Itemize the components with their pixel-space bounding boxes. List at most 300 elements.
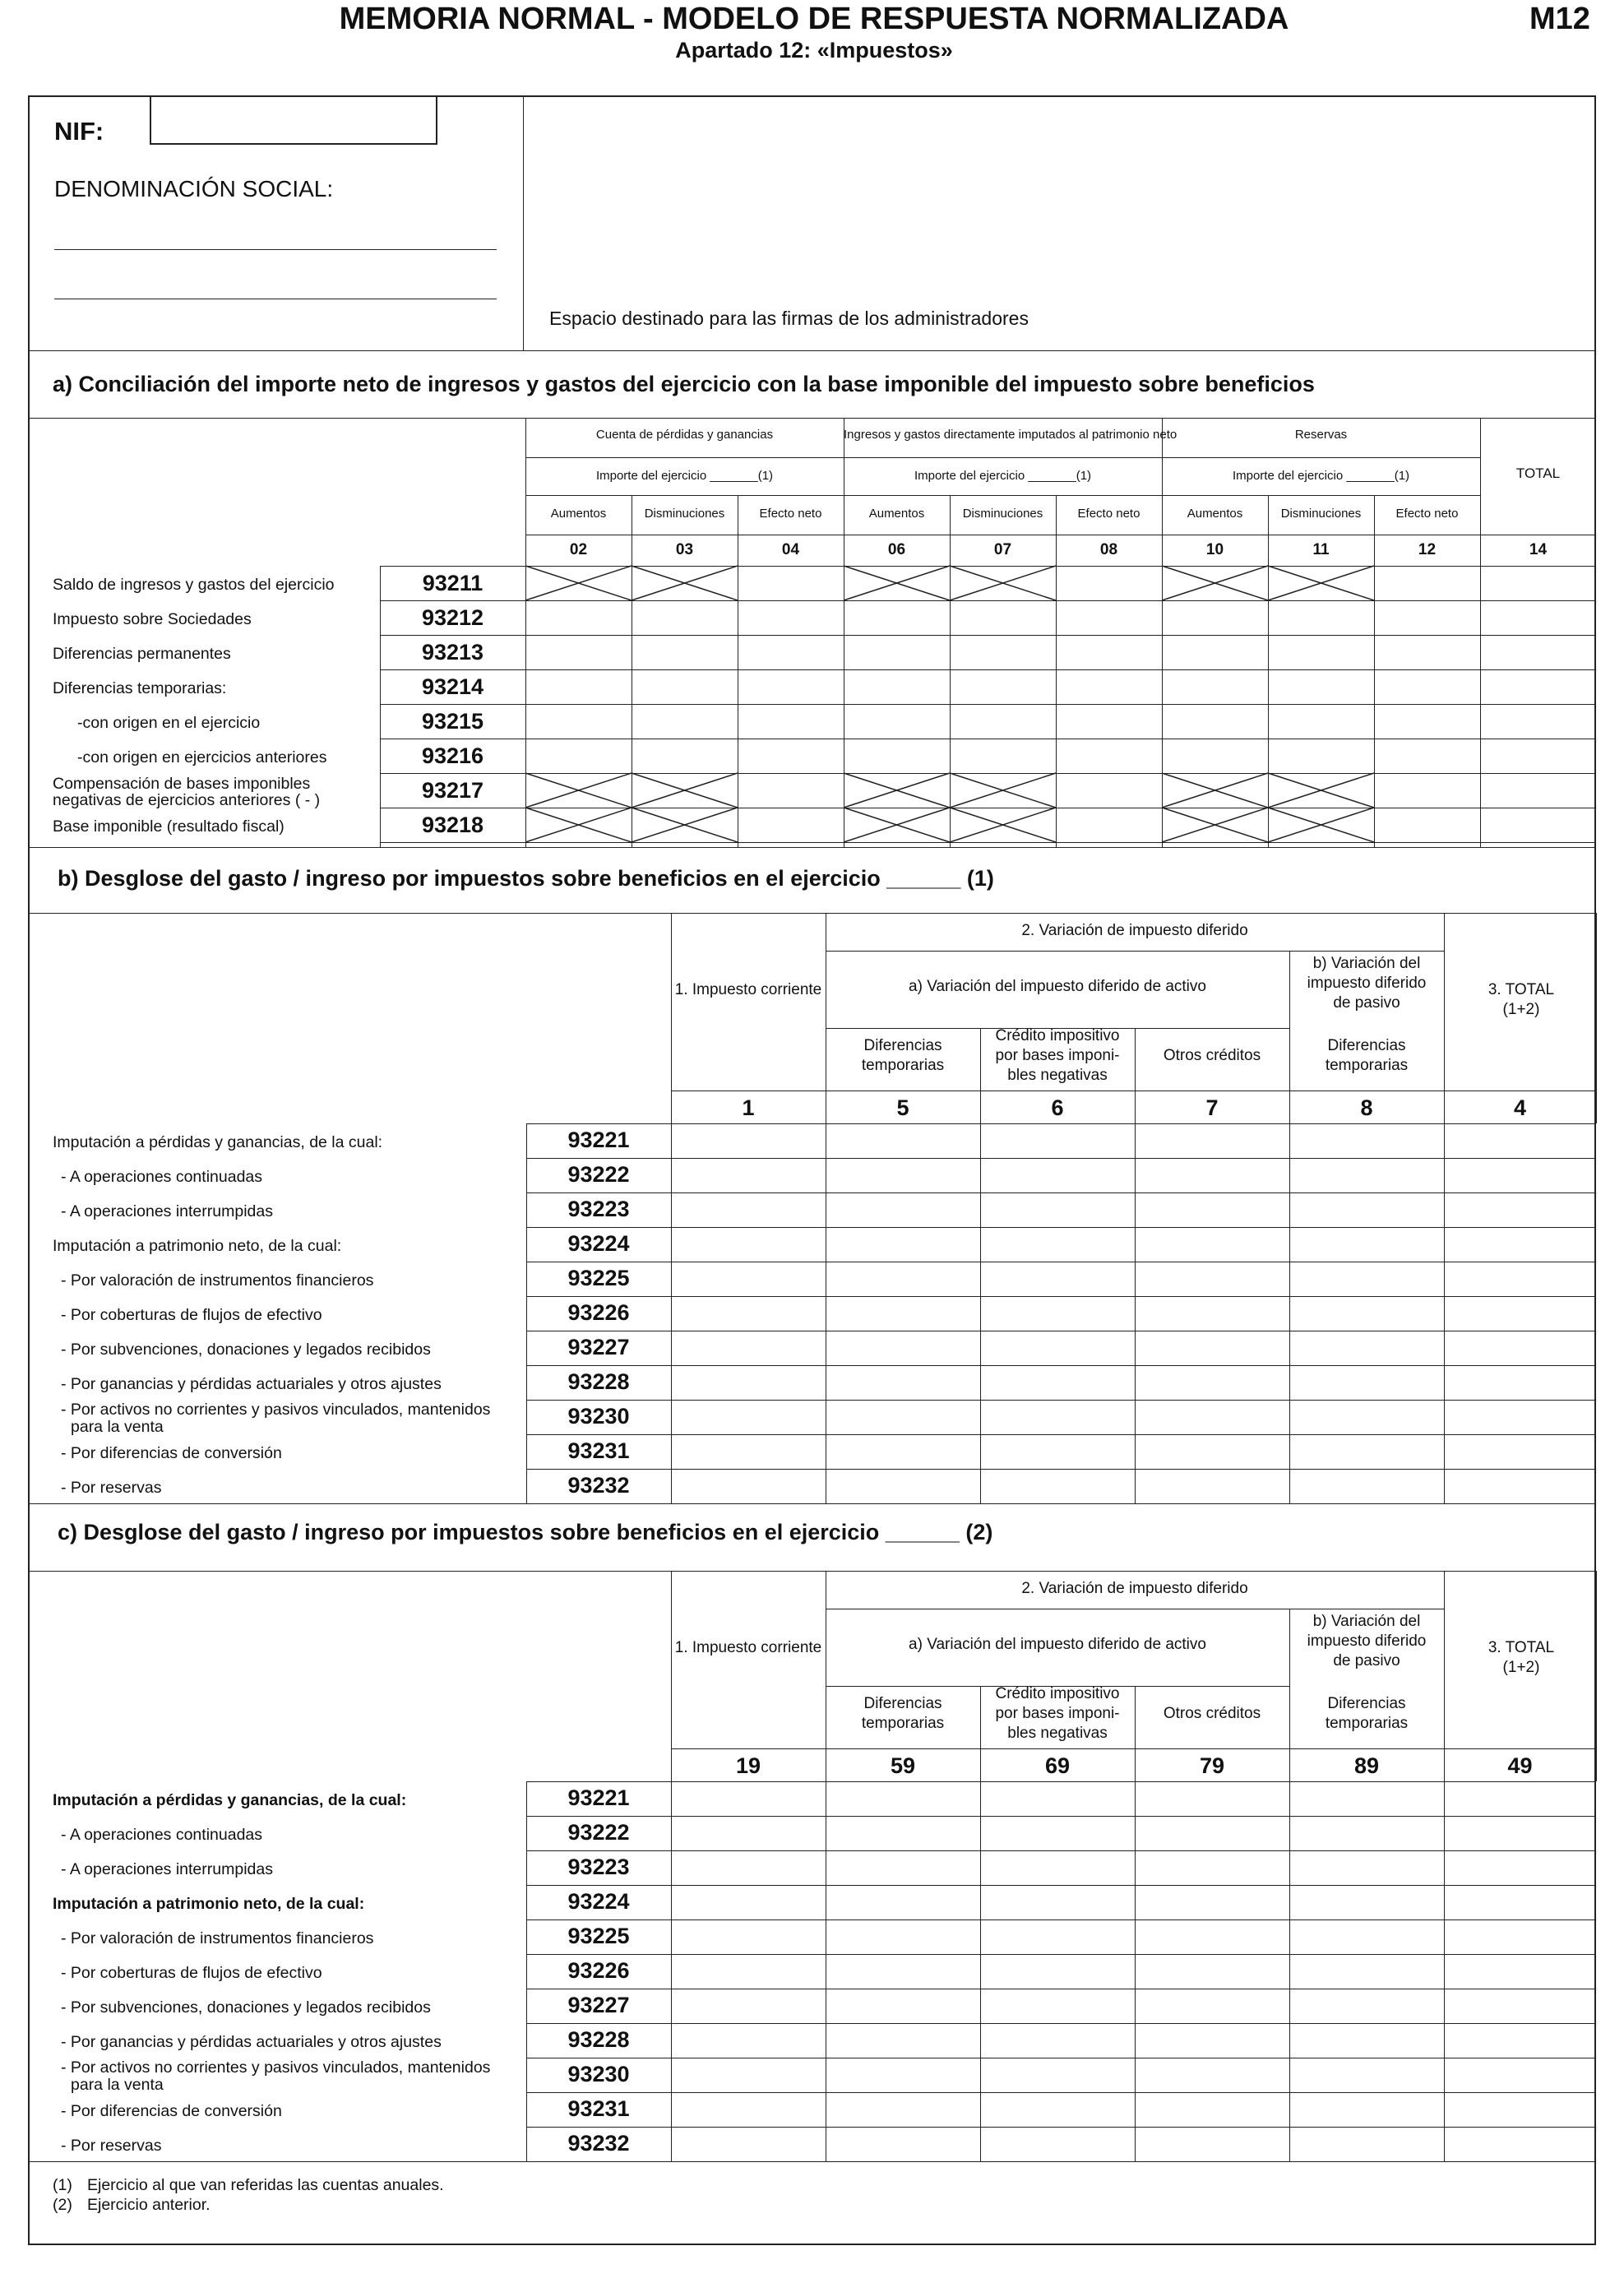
group-sublabel: Importe del ejercicio _______(1) [595, 469, 774, 483]
input-cell[interactable] [827, 2059, 979, 2091]
input-cell[interactable] [982, 1263, 1133, 1294]
section-c-title: c) Desglose del gasto / ingreso por impuestos sobre beneficios en el ejercicio ______ (2) [58, 1520, 993, 1544]
input-cell[interactable] [1136, 1990, 1288, 2021]
input-cell[interactable] [827, 1401, 979, 1433]
input-cell[interactable] [1376, 775, 1478, 806]
input-cell[interactable] [982, 1229, 1133, 1260]
temp-diff-header: Diferencias temporarias [861, 1037, 945, 1074]
input-cell[interactable] [827, 1436, 979, 1467]
input-cell[interactable] [673, 1367, 824, 1398]
input-cell[interactable] [845, 602, 948, 633]
temp-diff2-header: Diferencias temporarias [1325, 1695, 1409, 1732]
input-cell[interactable] [1446, 1229, 1594, 1260]
input-cell[interactable] [1291, 2128, 1442, 2160]
row-label: - Por valoración de instrumentos financieros [61, 1271, 374, 1290]
input-cell[interactable] [982, 1436, 1133, 1467]
row-code: 93231 [567, 2096, 630, 2121]
input-cell[interactable] [827, 1818, 979, 1849]
input-cell[interactable] [1057, 671, 1160, 702]
input-cell[interactable] [739, 671, 842, 702]
input-cell[interactable] [1376, 567, 1478, 599]
rule [380, 600, 1596, 601]
input-cell[interactable] [1291, 1160, 1442, 1191]
input-cell[interactable] [951, 671, 1054, 702]
input-cell[interactable] [1270, 706, 1372, 737]
input-cell[interactable] [1446, 1887, 1594, 1918]
rule [28, 2161, 1596, 2162]
input-cell[interactable] [673, 1852, 824, 1883]
input-cell[interactable] [1136, 1332, 1288, 1364]
input-cell[interactable] [527, 740, 630, 771]
input-cell[interactable] [1270, 740, 1372, 771]
input-cell[interactable] [982, 2128, 1133, 2160]
rule [526, 1850, 1596, 1851]
row-label: - Por activos no corrientes y pasivos vinculados, mantenidos [61, 1401, 491, 1419]
row-label: - A operaciones continuadas [61, 1168, 263, 1186]
input-cell[interactable] [1057, 602, 1160, 633]
input-cell[interactable] [845, 706, 948, 737]
column-number: 04 [781, 541, 800, 558]
footnote-1-text: Ejercicio al que van referidas las cuentas anuales. [87, 2176, 444, 2194]
input-cell[interactable] [982, 1332, 1133, 1364]
input-cell[interactable] [1291, 1921, 1442, 1952]
crossed-cell [632, 773, 738, 808]
input-cell[interactable] [1291, 1470, 1442, 1502]
input-cell[interactable] [527, 706, 630, 737]
subcol-label: Disminuciones [962, 507, 1043, 521]
input-cell[interactable] [982, 2025, 1133, 2056]
crossed-cell [1162, 566, 1268, 600]
input-cell[interactable] [1291, 1367, 1442, 1398]
row-label-cont: negativas de ejercicios anteriores ( - ) [53, 791, 321, 809]
input-cell[interactable] [527, 602, 630, 633]
input-cell[interactable] [673, 2025, 824, 2056]
input-cell[interactable] [1136, 1783, 1288, 1814]
input-cell[interactable] [1291, 2025, 1442, 2056]
row-code: 93232 [567, 2131, 630, 2156]
rule [380, 669, 1596, 670]
row-label: - A operaciones continuadas [61, 1826, 263, 1844]
row-code: 93224 [567, 1889, 630, 1914]
input-cell[interactable] [951, 706, 1054, 737]
input-cell[interactable] [845, 637, 948, 668]
input-cell[interactable] [1446, 1194, 1594, 1225]
input-cell[interactable] [982, 1298, 1133, 1329]
input-cell[interactable] [673, 1229, 824, 1260]
input-cell[interactable] [1446, 1990, 1594, 2021]
input-cell[interactable] [1376, 740, 1478, 771]
input-cell[interactable] [1446, 1298, 1594, 1329]
input-cell[interactable] [982, 1470, 1133, 1502]
input-cell[interactable] [1164, 602, 1266, 633]
temp-diff-header: Diferencias temporarias [861, 1695, 945, 1732]
subcol-label: Aumentos [1187, 507, 1243, 521]
input-cell[interactable] [1446, 1436, 1594, 1467]
crossed-cell [632, 566, 738, 600]
group-label: Reservas [1294, 428, 1348, 442]
input-cell[interactable] [827, 1852, 979, 1883]
crossed-cell [525, 773, 632, 808]
rule [526, 1400, 1596, 1401]
input-cell[interactable] [739, 706, 842, 737]
rule [526, 1123, 527, 1503]
rule [671, 1123, 672, 1503]
input-cell[interactable] [1136, 1194, 1288, 1225]
crossed-cell [950, 566, 1056, 600]
input-cell[interactable] [673, 1470, 824, 1502]
rule [380, 704, 1596, 705]
row-label: Imputación a pérdidas y ganancias, de la cual: [53, 1791, 407, 1809]
input-cell[interactable] [982, 1194, 1133, 1225]
input-cell[interactable] [1291, 1401, 1442, 1433]
input-cell[interactable] [1482, 706, 1594, 737]
column-number: 7 [1205, 1095, 1219, 1120]
column-number: 4 [1513, 1095, 1527, 1120]
row-code: 93215 [421, 709, 484, 734]
input-cell[interactable] [1057, 775, 1160, 806]
input-cell[interactable] [982, 1852, 1133, 1883]
rule [1596, 1571, 1597, 1781]
input-cell[interactable] [1446, 1332, 1594, 1364]
input-cell[interactable] [1291, 1783, 1442, 1814]
input-cell[interactable] [1446, 2128, 1594, 2160]
input-cell[interactable] [739, 602, 842, 633]
input-cell[interactable] [1482, 602, 1594, 633]
rule [980, 1123, 981, 1503]
row-code: 93230 [567, 1404, 630, 1429]
input-cell[interactable] [1291, 1194, 1442, 1225]
rule [28, 847, 1596, 848]
input-cell[interactable] [827, 1194, 979, 1225]
input-cell[interactable] [845, 671, 948, 702]
input-cell[interactable] [1482, 567, 1594, 599]
input-cell[interactable] [1136, 2128, 1288, 2160]
input-cell[interactable] [1136, 1160, 1288, 1191]
input-cell[interactable] [673, 1332, 824, 1364]
input-cell[interactable] [1136, 1818, 1288, 1849]
input-cell[interactable] [1164, 671, 1266, 702]
column-number: 06 [887, 541, 906, 558]
row-label: Diferencias temporarias: [53, 679, 227, 697]
subcol-label: Efecto neto [1077, 507, 1141, 521]
input-cell[interactable] [633, 671, 736, 702]
total-header: 3. TOTAL (1+2) [1488, 1639, 1555, 1676]
column-number: 12 [1418, 541, 1437, 558]
input-cell[interactable] [1057, 740, 1160, 771]
row-code: 93227 [567, 1335, 630, 1359]
signature-space-label: Espacio destinado para las firmas de los administradores [549, 308, 1029, 329]
input-cell[interactable] [673, 1194, 824, 1225]
input-cell[interactable] [982, 1160, 1133, 1191]
input-cell[interactable] [827, 2025, 979, 2056]
rule [525, 457, 1481, 458]
input-cell[interactable] [1446, 2025, 1594, 2056]
input-cell[interactable] [982, 1887, 1133, 1918]
input-cell[interactable] [1482, 775, 1594, 806]
input-cell[interactable] [1376, 637, 1478, 668]
input-cell[interactable] [827, 1887, 979, 1918]
subcol-label: Disminuciones [644, 507, 725, 521]
input-cell[interactable] [1376, 671, 1478, 702]
input-cell[interactable] [673, 1125, 824, 1156]
rule [1596, 913, 1597, 1123]
row-label: - Por coberturas de flujos de efectivo [61, 1306, 322, 1324]
input-cell[interactable] [982, 1921, 1133, 1952]
total-label: TOTAL [1515, 465, 1561, 481]
input-cell[interactable] [673, 2128, 824, 2160]
column-number: 1 [742, 1095, 755, 1120]
input-cell[interactable] [1057, 706, 1160, 737]
rule [1444, 1781, 1445, 2161]
rule [526, 1781, 1596, 1782]
input-cell[interactable] [1136, 1125, 1288, 1156]
input-cell[interactable] [827, 1160, 979, 1191]
input-cell[interactable] [633, 602, 736, 633]
input-cell[interactable] [673, 1401, 824, 1433]
rule [28, 1571, 1596, 1572]
row-label: Diferencias permanentes [53, 645, 231, 663]
input-cell[interactable] [1291, 2094, 1442, 2125]
input-cell[interactable] [1446, 1852, 1594, 1883]
rule [826, 951, 1444, 952]
rule [526, 2092, 1596, 2093]
rule [380, 842, 1596, 843]
column-number: 07 [993, 541, 1012, 558]
input-cell[interactable] [1291, 1818, 1442, 1849]
rule [526, 1227, 1596, 1228]
input-cell[interactable] [673, 1887, 824, 1918]
input-cell[interactable] [1136, 1298, 1288, 1329]
row-code: 93221 [567, 1785, 630, 1810]
crossed-cell [525, 808, 632, 842]
input-cell[interactable] [982, 1783, 1133, 1814]
input-cell[interactable] [1136, 2025, 1288, 2056]
input-cell[interactable] [1136, 1436, 1288, 1467]
row-label: -con origen en el ejercicio [77, 714, 261, 732]
input-cell[interactable] [1446, 1921, 1594, 1952]
input-cell[interactable] [1482, 637, 1594, 668]
input-cell[interactable] [1136, 2094, 1288, 2125]
input-cell[interactable] [673, 2059, 824, 2091]
input-cell[interactable] [1482, 671, 1594, 702]
input-cell[interactable] [1446, 1783, 1594, 1814]
input-cell[interactable] [827, 1783, 979, 1814]
rule [1135, 1123, 1136, 1503]
row-code: 93225 [567, 1924, 630, 1948]
deferred-header: 2. Variación de impuesto diferido [1021, 1580, 1248, 1597]
input-cell[interactable] [1291, 1436, 1442, 1467]
signature-area[interactable] [526, 99, 1592, 345]
input-cell[interactable] [827, 1921, 979, 1952]
input-cell[interactable] [1164, 706, 1266, 737]
input-cell[interactable] [1136, 1956, 1288, 1987]
row-label: - Por reservas [61, 1479, 162, 1497]
input-cell[interactable] [1136, 1887, 1288, 1918]
row-label: - Por ganancias y pérdidas actuariales y otros ajustes [61, 1375, 442, 1393]
nif-label: NIF: [54, 117, 104, 146]
row-label: Impuesto sobre Sociedades [53, 610, 252, 628]
input-cell[interactable] [1291, 1956, 1442, 1987]
input-cell[interactable] [673, 1818, 824, 1849]
input-cell[interactable] [1291, 1125, 1442, 1156]
input-cell[interactable] [673, 1921, 824, 1952]
input-cell[interactable] [982, 2059, 1133, 2091]
input-cell[interactable] [982, 1956, 1133, 1987]
input-cell[interactable] [739, 637, 842, 668]
input-cell[interactable] [673, 1436, 824, 1467]
input-cell[interactable] [633, 740, 736, 771]
input-cell[interactable] [827, 1263, 979, 1294]
input-cell[interactable] [1446, 1401, 1594, 1433]
input-cell[interactable] [1164, 637, 1266, 668]
row-code: 93211 [422, 571, 483, 595]
input-cell[interactable] [1446, 1367, 1594, 1398]
input-cell[interactable] [739, 740, 842, 771]
row-label: - A operaciones interrumpidas [61, 1860, 273, 1878]
input-cell[interactable] [982, 2094, 1133, 2125]
row-label: - Por diferencias de conversión [61, 1444, 282, 1462]
input-cell[interactable] [1291, 1263, 1442, 1294]
input-cell[interactable] [633, 706, 736, 737]
input-cell[interactable] [1446, 1818, 1594, 1849]
row-label: Imputación a pérdidas y ganancias, de la cual: [53, 1133, 383, 1151]
row-code: 93231 [567, 1438, 630, 1463]
row-label: - Por subvenciones, donaciones y legados recibidos [61, 1998, 431, 2017]
input-cell[interactable] [1057, 637, 1160, 668]
input-cell[interactable] [633, 637, 736, 668]
input-cell[interactable] [1291, 1887, 1442, 1918]
input-cell[interactable] [1376, 602, 1478, 633]
input-cell[interactable] [739, 775, 842, 806]
input-cell[interactable] [1482, 809, 1594, 840]
input-cell[interactable] [673, 1298, 824, 1329]
input-cell[interactable] [982, 1125, 1133, 1156]
rule [1444, 913, 1445, 1123]
input-cell[interactable] [1136, 1852, 1288, 1883]
input-cell[interactable] [1376, 809, 1478, 840]
input-cell[interactable] [951, 637, 1054, 668]
input-cell[interactable] [1446, 1160, 1594, 1191]
input-cell[interactable] [1057, 809, 1160, 840]
input-cell[interactable] [827, 1298, 979, 1329]
input-cell[interactable] [1446, 1470, 1594, 1502]
input-cell[interactable] [527, 637, 630, 668]
rule [1444, 1571, 1445, 1781]
input-cell[interactable] [1446, 2059, 1594, 2091]
input-cell[interactable] [1136, 1470, 1288, 1502]
input-cell[interactable] [845, 740, 948, 771]
input-cell[interactable] [1057, 567, 1160, 599]
row-code: 93226 [567, 1958, 630, 1983]
row-label: - Por diferencias de conversión [61, 2102, 282, 2120]
input-cell[interactable] [1446, 2094, 1594, 2125]
rule [28, 913, 1596, 914]
other-credits-header: Otros créditos [1163, 1705, 1261, 1722]
input-cell[interactable] [673, 1160, 824, 1191]
column-number: 10 [1205, 541, 1224, 558]
input-cell[interactable] [1136, 1921, 1288, 1952]
input-cell[interactable] [827, 1125, 979, 1156]
rule [1444, 1123, 1445, 1503]
input-cell[interactable] [1270, 637, 1372, 668]
input-cell[interactable] [982, 1401, 1133, 1433]
input-cell[interactable] [673, 2094, 824, 2125]
input-cell[interactable] [673, 1263, 824, 1294]
rule [526, 1816, 1596, 1817]
input-cell[interactable] [827, 1990, 979, 2021]
rule [526, 2127, 1596, 2128]
row-code: 93232 [567, 1473, 630, 1498]
input-cell[interactable] [827, 1332, 979, 1364]
input-cell[interactable] [1446, 1956, 1594, 1987]
input-cell[interactable] [951, 740, 1054, 771]
input-cell[interactable] [673, 1990, 824, 2021]
input-cell[interactable] [827, 2094, 979, 2125]
column-number: 19 [735, 1753, 761, 1778]
input-cell[interactable] [1164, 740, 1266, 771]
tax-credit-header: Crédito impositivo por bases imponi- bles negativas [995, 1027, 1120, 1084]
column-number: 5 [896, 1095, 909, 1120]
input-cell[interactable] [739, 567, 842, 599]
row-label: Base imponible (resultado fiscal) [53, 817, 285, 836]
input-cell[interactable] [1376, 706, 1478, 737]
input-cell[interactable] [1136, 1401, 1288, 1433]
column-number: 08 [1099, 541, 1118, 558]
input-cell[interactable] [982, 1367, 1133, 1398]
crossed-cell [950, 773, 1056, 808]
column-number: 11 [1312, 541, 1330, 558]
input-cell[interactable] [1136, 1229, 1288, 1260]
input-cell[interactable] [1446, 1263, 1594, 1294]
input-cell[interactable] [1270, 671, 1372, 702]
input-cell[interactable] [739, 809, 842, 840]
input-cell[interactable] [951, 602, 1054, 633]
input-cell[interactable] [1291, 1332, 1442, 1364]
input-cell[interactable] [827, 1367, 979, 1398]
input-cell[interactable] [1270, 602, 1372, 633]
input-cell[interactable] [827, 2128, 979, 2160]
input-cell[interactable] [1446, 1125, 1594, 1156]
input-cell[interactable] [1291, 1298, 1442, 1329]
input-cell[interactable] [527, 671, 630, 702]
row-label: - Por valoración de instrumentos financieros [61, 1929, 374, 1947]
nif-input-box[interactable] [150, 95, 437, 145]
input-cell[interactable] [982, 1990, 1133, 2021]
crossed-cell [632, 808, 738, 842]
input-cell[interactable] [982, 1818, 1133, 1849]
input-cell[interactable] [673, 1783, 824, 1814]
input-cell[interactable] [1136, 1263, 1288, 1294]
input-cell[interactable] [1291, 1852, 1442, 1883]
rule [526, 2023, 1596, 2024]
input-cell[interactable] [1136, 1367, 1288, 1398]
company-name-line-1[interactable] [54, 249, 497, 250]
row-code: 93226 [567, 1300, 630, 1325]
input-cell[interactable] [1291, 2059, 1442, 2091]
input-cell[interactable] [1136, 2059, 1288, 2091]
column-number: 6 [1051, 1095, 1064, 1120]
rule [671, 1571, 672, 1781]
input-cell[interactable] [1291, 1990, 1442, 2021]
input-cell[interactable] [1482, 740, 1594, 771]
input-cell[interactable] [1291, 1229, 1442, 1260]
input-cell[interactable] [673, 1956, 824, 1987]
rule [526, 1296, 1596, 1297]
input-cell[interactable] [827, 1956, 979, 1987]
input-cell[interactable] [827, 1470, 979, 1502]
rule [526, 1919, 1596, 1920]
input-cell[interactable] [827, 1229, 979, 1260]
